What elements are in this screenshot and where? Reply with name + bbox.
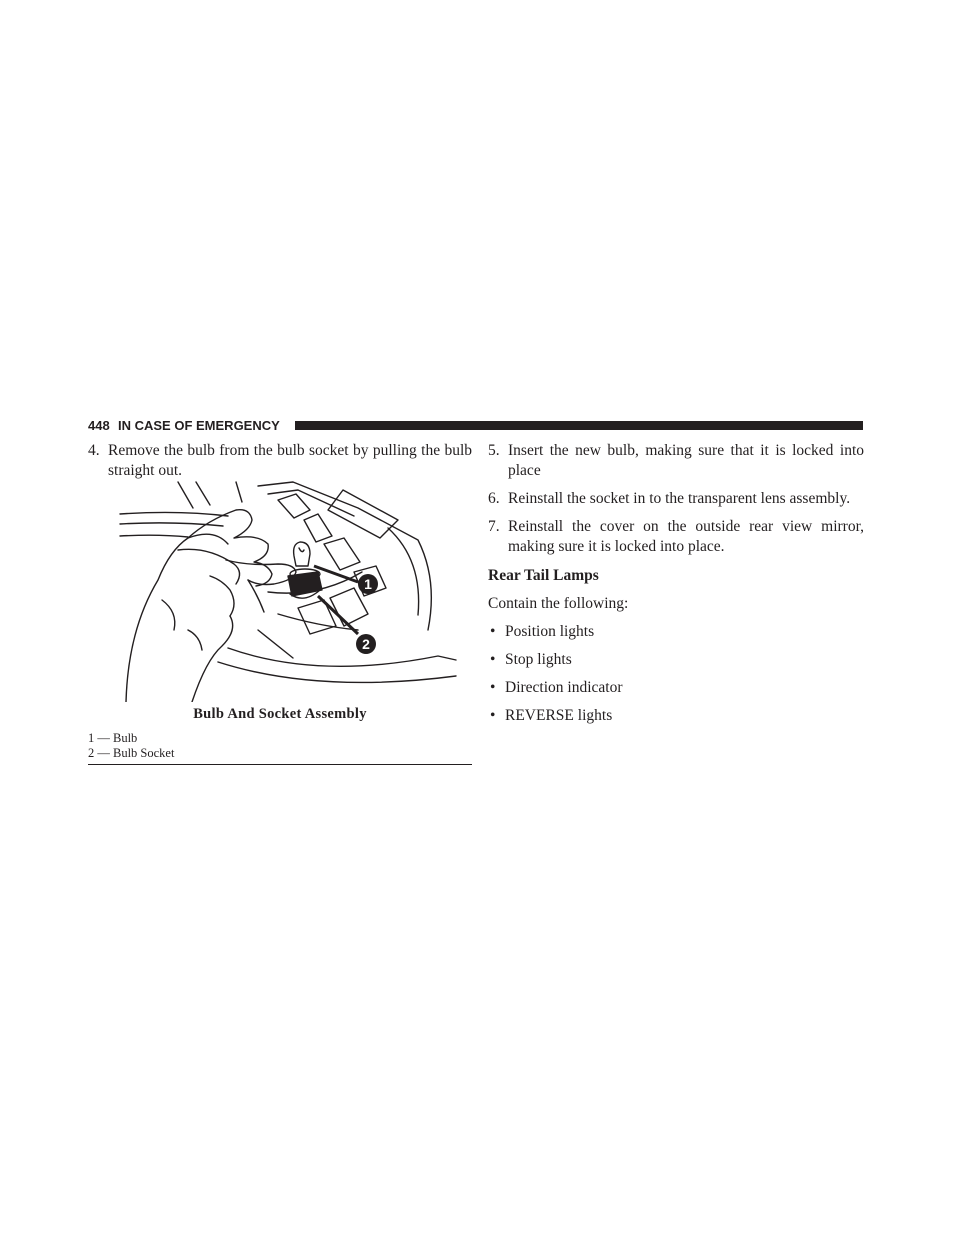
step-number: 6. bbox=[488, 490, 500, 507]
step-7 bbox=[488, 517, 864, 557]
bulb-socket-drawing bbox=[118, 480, 458, 702]
bullet-item-stop-lights bbox=[488, 650, 864, 670]
figure-caption: Bulb And Socket Assembly bbox=[193, 706, 367, 722]
header-rule bbox=[295, 421, 863, 430]
section-title: IN CASE OF EMERGENCY bbox=[118, 418, 280, 433]
legend-item-bulb-socket: 2 — Bulb Socket bbox=[88, 746, 175, 760]
page-number: 448 bbox=[88, 418, 110, 433]
legend-divider bbox=[88, 764, 472, 765]
bulb-socket-illustration bbox=[118, 480, 458, 702]
bullet-text: Position lights bbox=[505, 623, 595, 640]
bullet-text: Stop lights bbox=[505, 651, 572, 668]
step-text: Reinstall the socket in to the transparent lens assembly. bbox=[508, 490, 851, 507]
bullet-item-position-lights bbox=[488, 622, 864, 642]
bullet-icon: • bbox=[490, 623, 496, 640]
step-6 bbox=[488, 489, 864, 509]
callout-2-label: 2 bbox=[362, 636, 370, 652]
step-5 bbox=[488, 441, 864, 481]
step-number: 4. bbox=[88, 442, 100, 459]
bullet-item-direction-indicator bbox=[488, 678, 864, 698]
step-number: 5. bbox=[488, 442, 500, 459]
figure-legend bbox=[88, 731, 174, 761]
subheading-rear-tail-lamps: Rear Tail Lamps bbox=[488, 567, 599, 584]
callout-2-leader bbox=[318, 596, 358, 634]
bullet-text: REVERSE lights bbox=[505, 707, 613, 724]
callout-1-label: 1 bbox=[364, 576, 372, 592]
page-header bbox=[88, 418, 863, 434]
intro-paragraph: Contain the following: bbox=[488, 595, 629, 612]
legend-item-bulb: 1 — Bulb bbox=[88, 731, 138, 745]
bullet-icon: • bbox=[490, 651, 496, 668]
left-column bbox=[88, 441, 472, 481]
right-column bbox=[488, 441, 864, 726]
step-text: Reinstall the cover on the outside rear view mirror, making sure it is locked into place. bbox=[508, 518, 864, 555]
step-number: 7. bbox=[488, 518, 500, 535]
step-4 bbox=[88, 441, 472, 481]
step-text: Remove the bulb from the bulb socket by pulling the bulb straight out. bbox=[108, 442, 472, 479]
bullet-text: Direction indicator bbox=[505, 679, 623, 696]
bullet-icon: • bbox=[490, 707, 496, 724]
bullet-icon: • bbox=[490, 679, 496, 696]
step-text: Insert the new bulb, making sure that it is locked into place bbox=[508, 442, 864, 479]
bullet-item-reverse-lights bbox=[488, 706, 864, 726]
